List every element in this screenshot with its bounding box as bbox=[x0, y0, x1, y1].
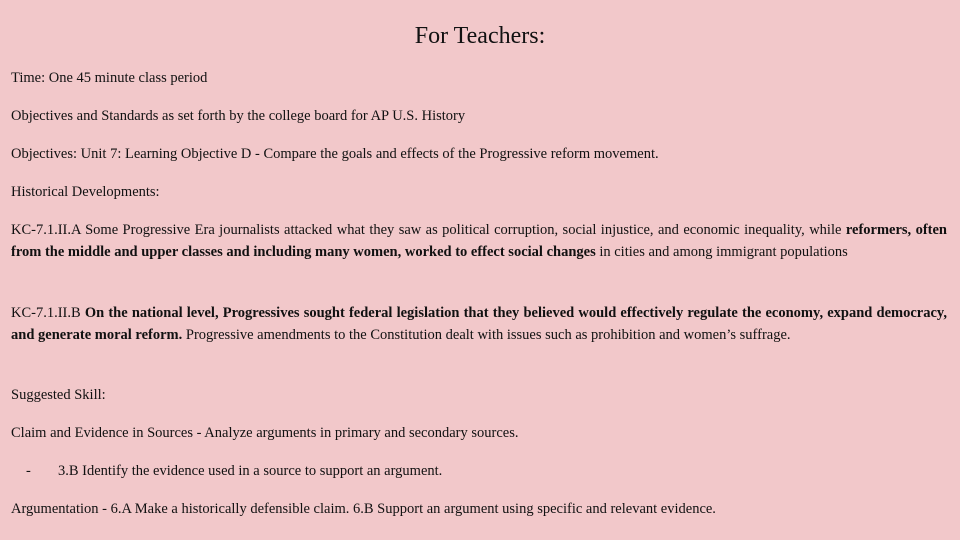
kc-text-bold: reformers, often from the middle and upper classes and including many women, worked to effect social changes bbox=[11, 222, 947, 260]
claim-evidence-line: Claim and Evidence in Sources - Analyze arguments in primary and secondary sources. bbox=[11, 425, 519, 441]
bullet-text: 3.B Identify the evidence used in a source to support an argument. bbox=[58, 463, 443, 479]
argumentation-line: Argumentation - 6.A Make a historically defensible claim. 6.B Support an argument using specific and relevant evidence. bbox=[11, 501, 716, 517]
bullet-marker: - bbox=[26, 463, 31, 479]
kc-text-tail: in cities and among immigrant populations bbox=[595, 244, 848, 260]
slide-title: For Teachers: bbox=[414, 23, 546, 49]
kc-code: KC-7.1.II.B bbox=[11, 305, 81, 321]
historical-developments-heading: Historical Developments: bbox=[11, 184, 160, 200]
kc-7-1-2-a-paragraph bbox=[11, 219, 947, 263]
kc-7-1-2-b-paragraph bbox=[11, 302, 947, 346]
suggested-skill-heading: Suggested Skill: bbox=[11, 387, 106, 403]
objectives-standards-line: Objectives and Standards as set forth by the college board for AP U.S. History bbox=[11, 108, 466, 124]
skill-bullet bbox=[11, 460, 947, 482]
kc-text-tail: Progressive amendments to the Constitution dealt with issues such as prohibition and women’s suffrage. bbox=[182, 327, 791, 343]
kc-text-bold: On the national level, Progressives sought federal legislation that they believed would effectively regulate the economy, expand democracy, and generate moral reform. bbox=[11, 305, 947, 343]
objectives-line: Objectives: Unit 7: Learning Objective D - Compare the goals and effects of the Progressive reform movement. bbox=[11, 146, 659, 162]
time-line: Time: One 45 minute class period bbox=[11, 70, 208, 86]
kc-text: Some Progressive Era journalists attacked what they saw as political corruption, social injustice, and economic inequality, while bbox=[80, 222, 846, 238]
kc-code: KC-7.1.II.A bbox=[11, 222, 81, 238]
